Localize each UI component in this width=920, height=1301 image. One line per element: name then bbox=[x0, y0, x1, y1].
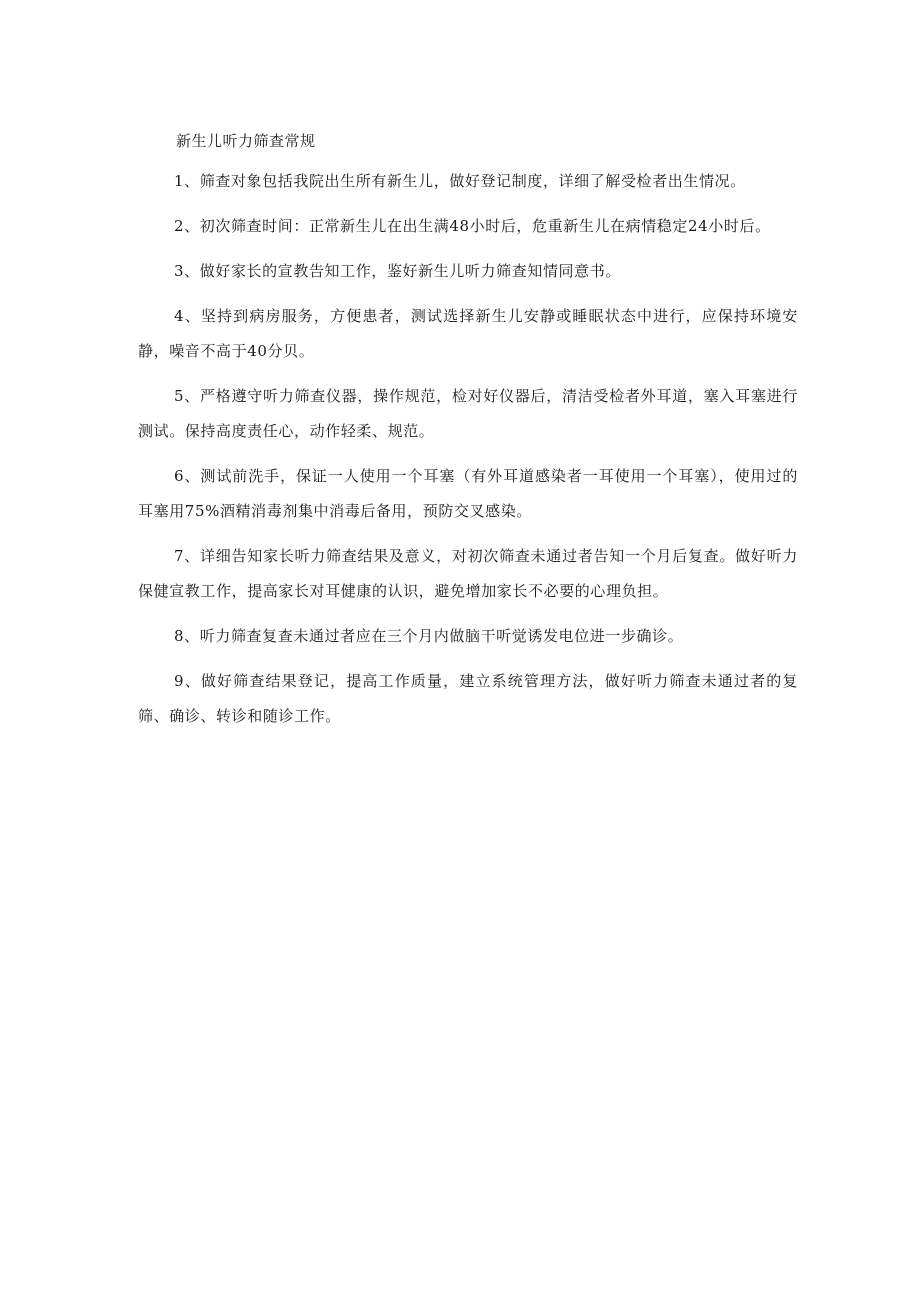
paragraph-9: 9、做好筛查结果登记，提高工作质量，建立系统管理方法，做好听力筛查未通过者的复筛、确诊、转诊和随诊工作。 bbox=[138, 672, 798, 725]
paragraph-2: 2、初次筛查时间：正常新生儿在出生满48小时后，危重新生儿在病情稳定24小时后。 bbox=[174, 217, 771, 235]
paragraph-8: 8、听力筛查复查未通过者应在三个月内做脑干听觉诱发电位进一步确诊。 bbox=[174, 627, 684, 645]
paragraph-4: 4、坚持到病房服务，方便患者，测试选择新生儿安静或睡眠状态中进行，应保持环境安静，噪音不高于40分贝。 bbox=[138, 307, 798, 360]
paragraph-6: 6、测试前洗手，保证一人使用一个耳塞（有外耳道感染者一耳使用一个耳塞），使用过的耳塞用75%酒精消毒剂集中消毒后备用，预防交叉感染。 bbox=[138, 467, 798, 520]
paragraph-3: 3、做好家长的宣教告知工作，鉴好新生儿听力筛查知情同意书。 bbox=[174, 262, 621, 280]
document-body bbox=[138, 128, 798, 734]
document-title: 新生儿听力筛查常规 bbox=[176, 132, 316, 150]
paragraph-1: 1、筛查对象包括我院出生所有新生儿，做好登记制度，详细了解受检者出生情况。 bbox=[174, 172, 746, 190]
paragraph-7: 7、详细告知家长听力筛查结果及意义，对初次筛查未通过者告知一个月后复查。做好听力保健宣教工作，提高家长对耳健康的认识，避免增加家长不必要的心理负担。 bbox=[138, 547, 798, 600]
paragraph-5: 5、严格遵守听力筛查仪器，操作规范，检对好仪器后，清洁受检者外耳道，塞入耳塞进行测试。保持高度责任心，动作轻柔、规范。 bbox=[138, 387, 798, 440]
